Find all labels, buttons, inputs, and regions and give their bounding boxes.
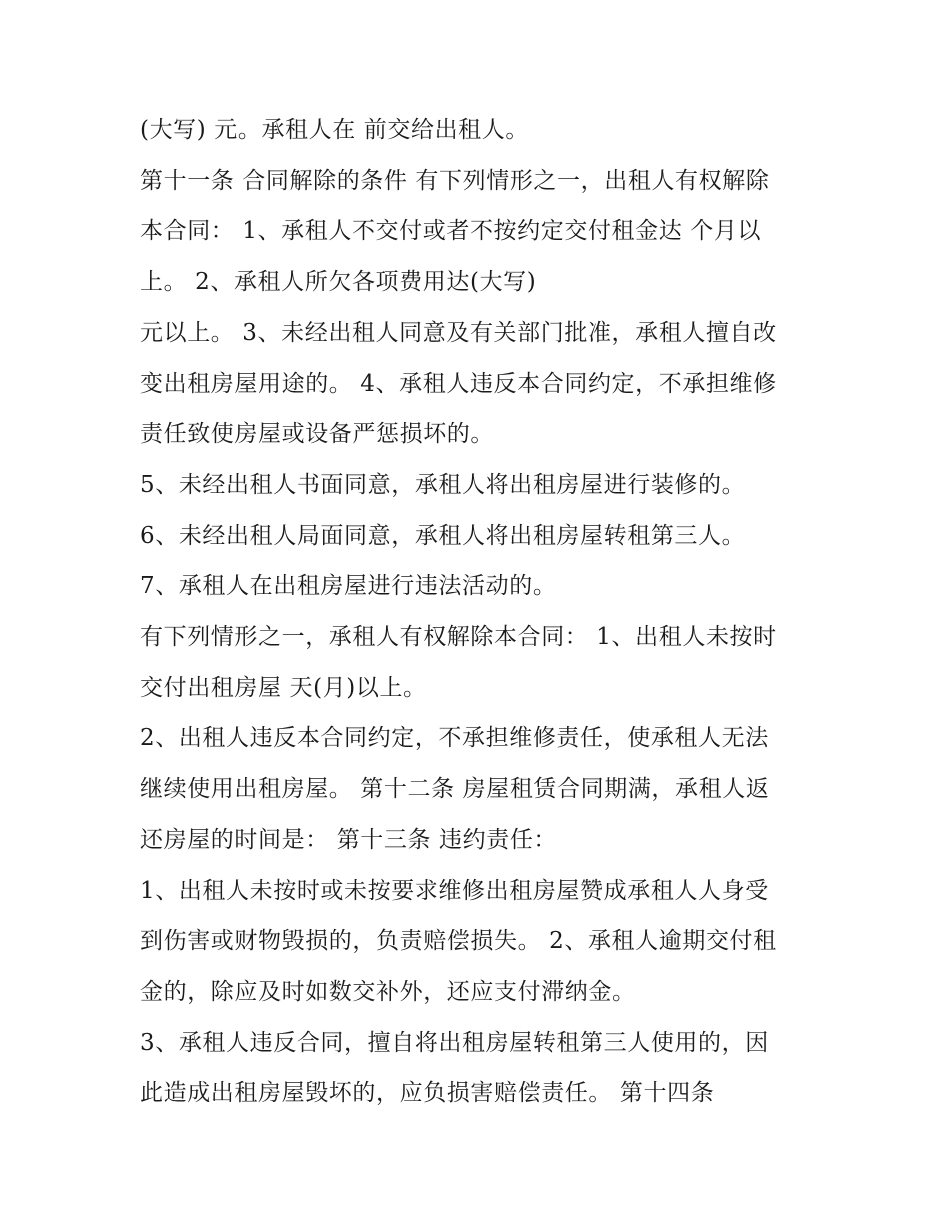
text-line: 2、出租人违反本合同约定，不承担维修责任，使承租人无法 <box>140 725 769 751</box>
text-line: 元以上。 3、未经出租人同意及有关部门批准，承租人擅自改 <box>140 320 777 346</box>
text-line: 3、承租人违反合同，擅自将出租房屋转租第三人使用的，因 <box>140 1030 769 1056</box>
text-line: 交付出租房屋 天(月)以上。 <box>140 675 427 701</box>
text-line: 第十一条 合同解除的条件 有下列情形之一，出租人有权解除 <box>140 168 770 194</box>
text-line: 变出租房屋用途的。 4、承租人违反本合同约定，不承担维修 <box>140 371 777 397</box>
text-line: 还房屋的时间是： 第十三条 违约责任： <box>140 827 558 853</box>
text-line: 到伤害或财物毁损的，负责赔偿损失。 2、承租人逾期交付租 <box>140 928 777 954</box>
text-line: 有下列情形之一，承租人有权解除本合同： 1、出租人未按时 <box>140 624 777 650</box>
text-line: 本合同： 1、承租人不交付或者不按约定交付租金达 个月以 <box>140 218 762 244</box>
text-line: 责任致使房屋或设备严惩损坏的。 <box>140 421 494 447</box>
text-line: 此造成出租房屋毁坏的，应负损害赔偿责任。 第十四条 <box>140 1080 715 1106</box>
text-line: 6、未经出租人局面同意，承租人将出租房屋转租第三人。 <box>140 523 746 549</box>
text-line: 金的，除应及时如数交补外，还应支付滞纳金。 <box>140 979 636 1005</box>
text-line: 1、出租人未按时或未按要求维修出租房屋赞成承租人人身受 <box>140 878 769 904</box>
text-line: 继续使用出租房屋。 第十二条 房屋租赁合同期满，承租人返 <box>140 776 770 802</box>
text-line: 5、未经出租人书面同意，承租人将出租房屋进行装修的。 <box>140 472 746 498</box>
text-line: (大写) 元。承租人在 前交给出租人。 <box>140 117 529 143</box>
text-line: 7、承租人在出租房屋进行违法活动的。 <box>140 573 557 599</box>
text-line: 上。 2、承租人所欠各项费用达(大写) <box>140 269 537 295</box>
